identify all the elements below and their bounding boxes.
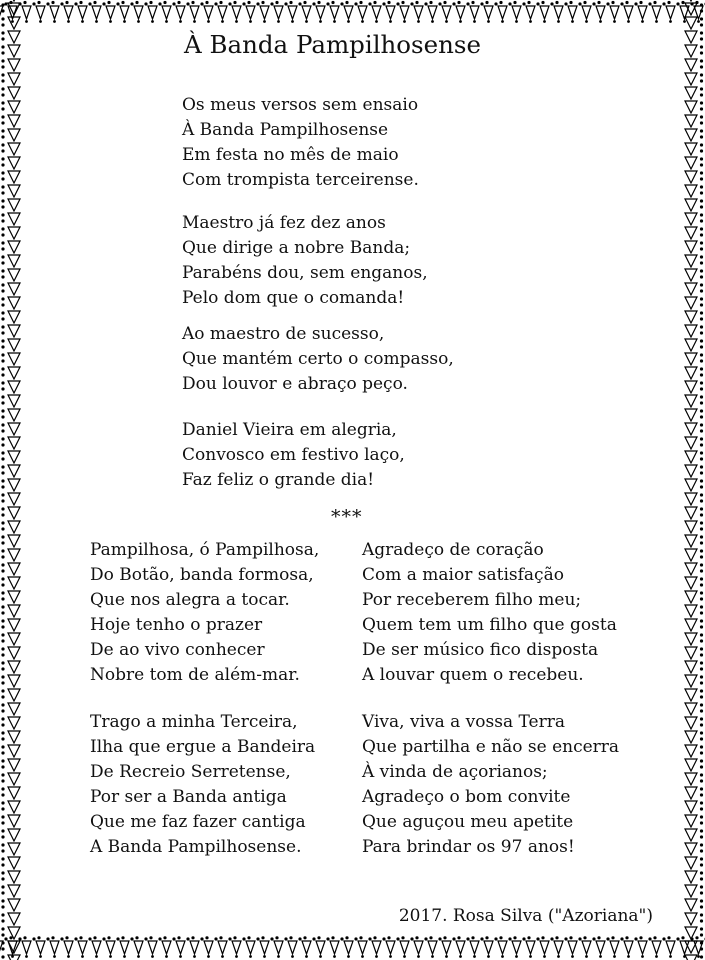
- stanza: [182, 93, 419, 193]
- verse-line: De Recreio Serretense,: [90, 762, 291, 782]
- verse-line: Agradeço o bom convite: [362, 787, 571, 807]
- top-border-ornament: [0, 0, 705, 24]
- right-column-stanza: [362, 538, 617, 688]
- verse-line: Parabéns dou, sem enganos,: [182, 263, 428, 283]
- stanza: [182, 418, 405, 493]
- verse-line: Com trompista terceirense.: [182, 170, 419, 190]
- verse-line: Que dirige a nobre Banda;: [182, 238, 411, 258]
- verse-line: Que mantém certo o compasso,: [182, 349, 454, 369]
- verse-line: Faz feliz o grande dia!: [182, 470, 375, 490]
- verse-line: Agradeço de coração: [362, 540, 544, 560]
- verse-line: Para brindar os 97 anos!: [362, 837, 575, 857]
- verse-line: De ao vivo conhecer: [90, 640, 265, 660]
- verse-line: Os meus versos sem ensaio: [182, 95, 419, 115]
- verse-line: Ilha que ergue a Bandeira: [90, 737, 316, 757]
- verse-line: Por receberem filho meu;: [362, 590, 582, 610]
- verse-line: Que partilha e não se encerra: [362, 737, 620, 757]
- author-signature: 2017. Rosa Silva ("Azoriana"): [398, 906, 653, 926]
- bottom-border-ornament: [0, 936, 705, 960]
- verse-line: Daniel Vieira em alegria,: [182, 420, 397, 440]
- verse-line: Por ser a Banda antiga: [90, 787, 287, 807]
- verse-line: Que nos alegra a tocar.: [90, 590, 290, 610]
- verse-line: Em festa no mês de maio: [182, 145, 399, 165]
- right-border-ornament: [681, 0, 705, 960]
- stanza: [182, 322, 454, 397]
- verse-line: A Banda Pampilhosense.: [90, 837, 302, 857]
- section-separator: ***: [331, 506, 363, 528]
- verse-line: Maestro já fez dez anos: [182, 213, 386, 233]
- stanza: [182, 211, 428, 311]
- verse-line: Que me faz fazer cantiga: [90, 812, 306, 832]
- verse-line: Viva, viva a vossa Terra: [362, 712, 565, 732]
- verse-line: Hoje tenho o prazer: [90, 615, 263, 635]
- verse-line: Trago a minha Terceira,: [90, 712, 298, 732]
- left-column-stanza: [90, 538, 319, 688]
- verse-line: Ao maestro de sucesso,: [182, 324, 385, 344]
- left-border-ornament: [0, 0, 24, 960]
- verse-line: Com a maior satisfação: [362, 565, 564, 585]
- left-column-stanza: [90, 710, 315, 860]
- verse-line: Que aguçou meu apetite: [362, 812, 574, 832]
- right-column-stanza: [362, 710, 619, 860]
- verse-line: De ser músico fico disposta: [362, 640, 599, 660]
- verse-line: Pampilhosa, ó Pampilhosa,: [90, 540, 320, 560]
- verse-line: Quem tem um filho que gosta: [362, 615, 617, 635]
- verse-line: A louvar quem o recebeu.: [362, 665, 584, 685]
- verse-line: À vinda de açorianos;: [362, 762, 548, 782]
- verse-line: Dou louvor e abraço peço.: [182, 374, 408, 394]
- verse-line: Convosco em festivo laço,: [182, 445, 405, 465]
- verse-line: À Banda Pampilhosense: [182, 120, 389, 140]
- verse-line: Pelo dom que o comanda!: [182, 288, 405, 308]
- verse-line: Nobre tom de além-mar.: [90, 665, 300, 685]
- poem-title: À Banda Pampilhosense: [184, 30, 481, 59]
- verse-line: Do Botão, banda formosa,: [90, 565, 314, 585]
